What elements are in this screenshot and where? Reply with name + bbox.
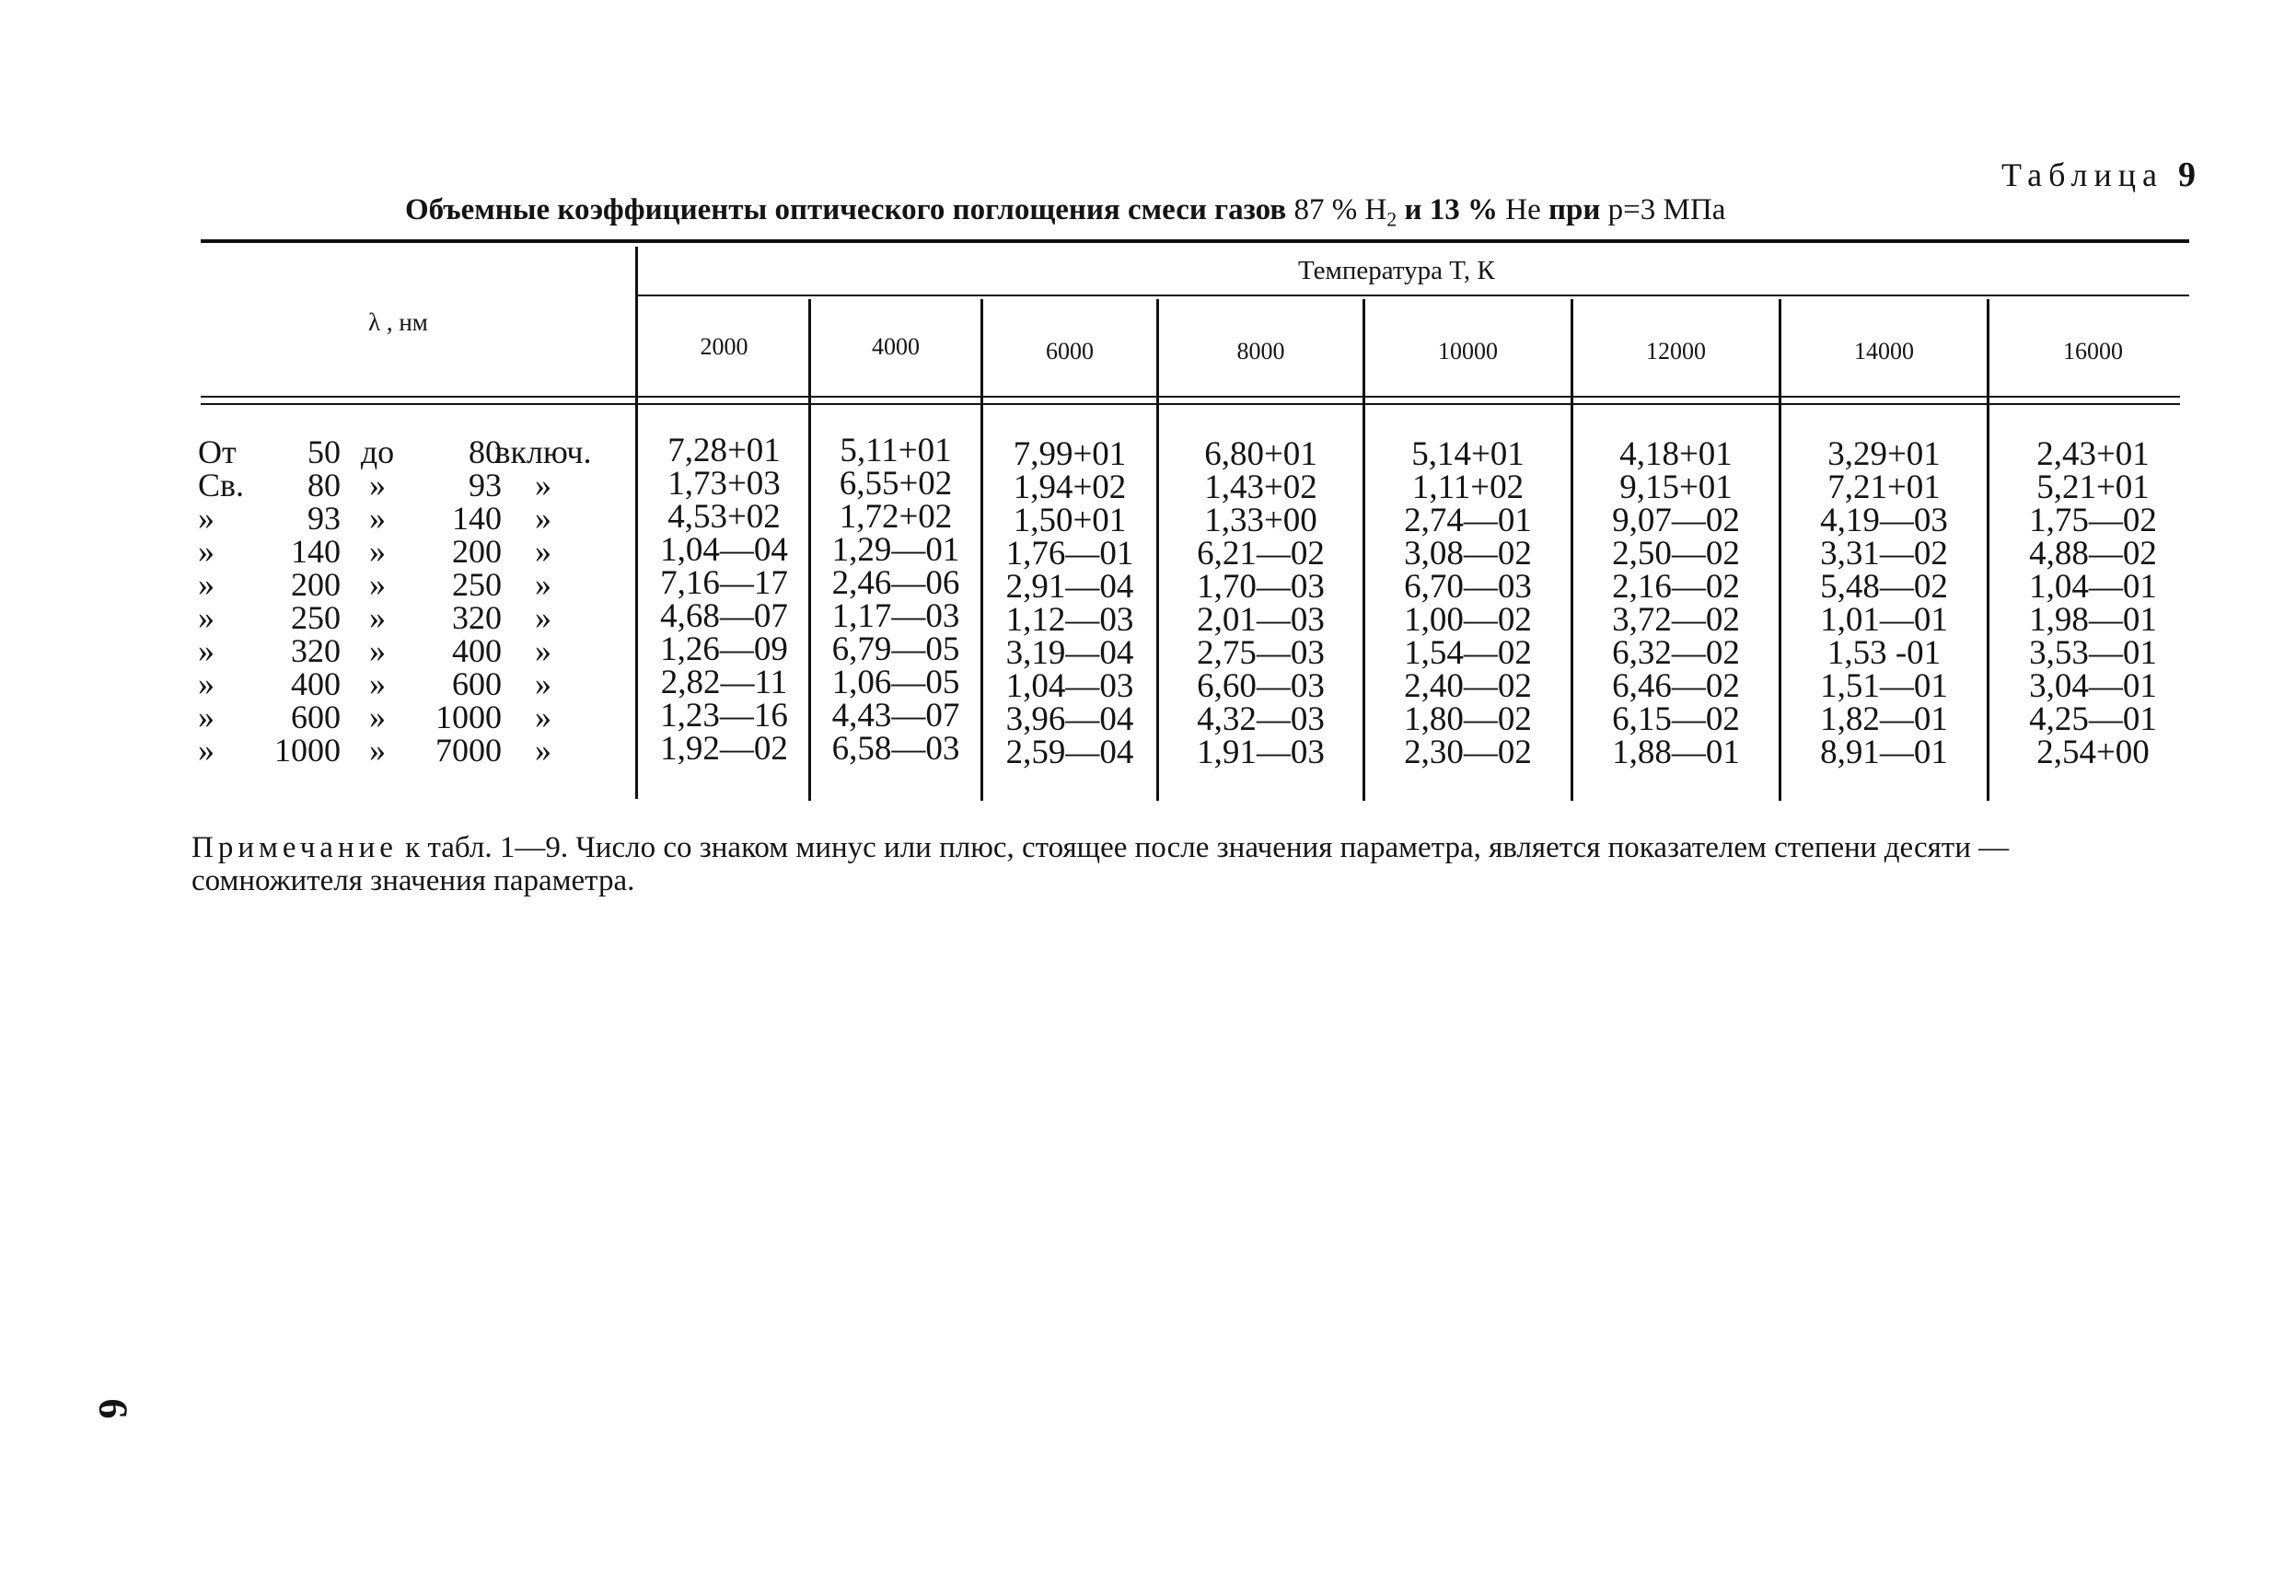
range-prefix: » (198, 566, 215, 603)
row-wavelength-range (198, 665, 603, 702)
range-prefix: » (198, 699, 215, 735)
table-cell: 5,14+01 (1411, 435, 1525, 473)
table-cell: 1,73+03 (667, 465, 781, 503)
range-from: 50 (307, 434, 341, 470)
temperature-6000: 6000 (1046, 338, 1094, 364)
range-to: 80 (469, 434, 502, 470)
table-cell: 1,70—03 (1197, 568, 1325, 606)
table-cell: 1,29—01 (831, 531, 960, 569)
range-sep: » (369, 599, 386, 636)
range-suffix: » (535, 500, 551, 537)
table-cell: 2,50—02 (1612, 535, 1740, 572)
table-note (191, 831, 2060, 897)
note-text: к табл. 1—9. Число со знаком минус или плюс, стоящее после значения параметра, является показателем степени десяти — сомножителя значения параметра. (191, 831, 2010, 897)
range-sep: » (369, 732, 386, 769)
range-from: 93 (307, 500, 341, 537)
title-and: и (1404, 193, 1422, 226)
range-suffix: » (535, 699, 551, 735)
table-cell: 6,60—03 (1197, 667, 1325, 705)
temperature-header: Температура T, К (1298, 256, 1495, 285)
table-cell: 1,26—09 (660, 630, 788, 668)
range-from: 250 (291, 599, 341, 636)
table-cell: 2,54+00 (2036, 734, 2150, 771)
range-sep: » (369, 566, 386, 603)
table-cell: 1,06—05 (831, 664, 960, 701)
table-cell: 7,16—17 (660, 564, 788, 602)
table-cell: 6,32—02 (1612, 634, 1740, 672)
range-suffix: » (535, 533, 551, 570)
row-wavelength-range (198, 565, 603, 603)
range-from: 600 (291, 699, 341, 735)
table-cell: 1,11+02 (1411, 468, 1525, 506)
table-cell: 1,94+02 (1013, 468, 1127, 506)
table-cell: 3,04—01 (2029, 667, 2157, 705)
table-cell: 3,53—01 (2029, 634, 2157, 672)
table-cell: 9,07—02 (1612, 502, 1740, 539)
range-prefix: » (198, 533, 215, 570)
range-to: 7000 (435, 732, 502, 769)
range-suffix: » (535, 632, 551, 669)
table-cell: 5,11+01 (840, 432, 952, 469)
table-cell: 7,28+01 (667, 432, 781, 469)
range-from: 400 (291, 665, 341, 702)
table-title (405, 193, 1725, 232)
row-wavelength-range (198, 598, 603, 636)
table-cell: 5,21+01 (2036, 468, 2150, 506)
table-cell: 1,91—03 (1197, 734, 1325, 771)
row-wavelength-range (198, 532, 603, 570)
range-from: 200 (291, 566, 341, 603)
table-cell: 6,58—03 (831, 730, 960, 768)
range-suffix: » (535, 665, 551, 702)
range-prefix: Св. (198, 467, 245, 503)
table-cell: 1,51—01 (1820, 667, 1948, 705)
table-cell: 2,43+01 (2036, 435, 2150, 473)
range-prefix: » (198, 665, 215, 702)
table-cell: 2,82—11 (660, 664, 788, 701)
title-h2-symbol: H (1364, 193, 1387, 226)
range-prefix: » (198, 632, 215, 669)
range-to: 600 (452, 665, 502, 702)
wavelength-header: λ , нм (368, 308, 428, 336)
temperature-8000: 8000 (1236, 338, 1285, 364)
table-cell: 1,33+00 (1204, 502, 1317, 539)
temperature-16000: 16000 (2063, 338, 2123, 364)
range-suffix: включ. (494, 434, 592, 470)
table-cell: 2,75—03 (1197, 634, 1325, 672)
range-sep: до (360, 434, 395, 470)
table-cell: 3,19—04 (1005, 634, 1134, 672)
range-to: 93 (469, 467, 502, 503)
table-cell: 1,04—04 (660, 531, 788, 569)
table-cell: 1,75—02 (2029, 502, 2157, 539)
temperature-14000: 14000 (1854, 338, 1914, 364)
temperature-10000: 10000 (1438, 338, 1498, 364)
table-cell: 2,40—02 (1404, 667, 1532, 705)
range-sep: » (369, 665, 386, 702)
table-cell: 1,00—02 (1404, 601, 1532, 639)
table-cell: 6,15—02 (1612, 700, 1740, 738)
row-wavelength-range (198, 698, 603, 735)
range-prefix: » (198, 599, 215, 636)
table-cell: 4,53+02 (667, 498, 781, 536)
range-from: 80 (307, 467, 341, 503)
table-cell: 1,88—01 (1612, 734, 1740, 771)
table-cell: 4,32—03 (1197, 700, 1325, 738)
range-to: 1000 (435, 699, 502, 735)
title-prefix: Объемные коэффициенты оптического поглощения смеси газов (405, 193, 1287, 226)
title-he-symbol: He (1505, 193, 1541, 226)
range-suffix: » (535, 566, 551, 603)
range-from: 1000 (274, 732, 341, 769)
table-cell: 2,30—02 (1404, 734, 1532, 771)
title-at: при (1548, 193, 1601, 226)
temperature-2000: 2000 (700, 333, 748, 360)
row-wavelength-range (198, 466, 603, 503)
table-cell: 1,17—03 (831, 597, 960, 635)
range-to: 320 (452, 599, 502, 636)
header-bottom-rule-2 (201, 403, 2180, 405)
table-cell: 7,99+01 (1013, 435, 1127, 473)
range-prefix: От (198, 434, 237, 470)
range-to: 400 (452, 632, 502, 669)
table-cell: 6,46—02 (1612, 667, 1740, 705)
range-prefix: » (198, 500, 215, 537)
range-sep: » (369, 632, 386, 669)
row-wavelength-range (198, 499, 603, 537)
table-cell: 1,01—01 (1820, 601, 1948, 639)
row-wavelength-range (198, 433, 603, 470)
table-number: 9 (2178, 156, 2196, 194)
table-cell: 1,04—03 (1005, 667, 1134, 705)
range-sep: » (369, 500, 386, 537)
temp-header-rule (638, 295, 2189, 296)
column-divider-lambda (635, 247, 638, 799)
table-cell: 6,80+01 (1204, 435, 1317, 473)
range-suffix: » (535, 732, 551, 769)
temperature-12000: 12000 (1646, 338, 1706, 364)
table-cell: 6,55+02 (839, 465, 953, 503)
table-cell: 8,91—01 (1820, 734, 1948, 771)
table-cell: 1,23—16 (660, 697, 788, 734)
temperature-4000: 4000 (872, 333, 920, 360)
table-cell: 3,08—02 (1404, 535, 1532, 572)
table-cell: 1,72+02 (839, 498, 953, 536)
range-to: 250 (452, 566, 502, 603)
table-cell: 5,48—02 (1820, 568, 1948, 606)
range-sep: » (369, 533, 386, 570)
range-to: 200 (452, 533, 502, 570)
table-cell: 3,29+01 (1827, 435, 1941, 473)
table-cell: 6,21—02 (1197, 535, 1325, 572)
note-label: Примечание (191, 831, 398, 864)
range-suffix: » (535, 467, 551, 503)
table-cell: 2,74—01 (1404, 502, 1532, 539)
table-cell: 3,72—02 (1612, 601, 1740, 639)
table-cell: 1,76—01 (1005, 535, 1134, 572)
table-cell: 2,16—02 (1612, 568, 1740, 606)
table-cell: 2,59—04 (1005, 734, 1134, 771)
row-wavelength-range (198, 631, 603, 669)
range-sep: » (369, 467, 386, 503)
range-sep: » (369, 699, 386, 735)
table-cell: 4,68—07 (660, 597, 788, 635)
table-cell: 1,98—01 (2029, 601, 2157, 639)
table-cell: 1,92—02 (660, 730, 788, 768)
table-cell: 7,21+01 (1827, 468, 1941, 506)
table-cell: 1,12—03 (1005, 601, 1134, 639)
title-pressure: p=3 МПа (1607, 193, 1726, 226)
table-cell: 1,53 -01 (1826, 634, 1942, 672)
range-to: 140 (452, 500, 502, 537)
top-rule (201, 239, 2189, 243)
table-cell: 1,50+01 (1013, 502, 1127, 539)
range-suffix: » (535, 599, 551, 636)
title-h2-sub: 2 (1386, 207, 1397, 231)
table-cell: 2,91—04 (1005, 568, 1134, 606)
table-cell: 4,18+01 (1619, 435, 1733, 473)
row-wavelength-range (198, 731, 603, 769)
range-prefix: » (198, 732, 215, 769)
range-from: 320 (291, 632, 341, 669)
table-cell: 2,01—03 (1197, 601, 1325, 639)
table-cell: 4,19—03 (1820, 502, 1948, 539)
table-cell: 1,04—01 (2029, 568, 2157, 606)
table-cell: 1,82—01 (1820, 700, 1948, 738)
title-he-percent: 13 % (1429, 193, 1499, 226)
table-cell: 1,43+02 (1204, 468, 1317, 506)
table-cell: 4,88—02 (2029, 535, 2157, 572)
table-cell: 2,46—06 (831, 564, 960, 602)
table-cell: 3,31—02 (1820, 535, 1948, 572)
table-cell: 4,25—01 (2029, 700, 2157, 738)
table-cell: 1,80—02 (1404, 700, 1532, 738)
title-h2-percent: 87 % (1293, 193, 1358, 226)
table-cell: 9,15+01 (1619, 468, 1733, 506)
table-label-word: Таблица (2001, 156, 2163, 193)
table-label (1933, 155, 2196, 195)
table-cell: 1,54—02 (1404, 634, 1532, 672)
table-cell: 3,96—04 (1005, 700, 1134, 738)
table-cell: 6,70—03 (1404, 568, 1532, 606)
header-bottom-rule-1 (201, 396, 2180, 398)
range-from: 140 (291, 533, 341, 570)
table-cell: 6,79—05 (831, 630, 960, 668)
table-cell: 4,43—07 (831, 697, 960, 734)
page-number: 6 (90, 1398, 136, 1419)
